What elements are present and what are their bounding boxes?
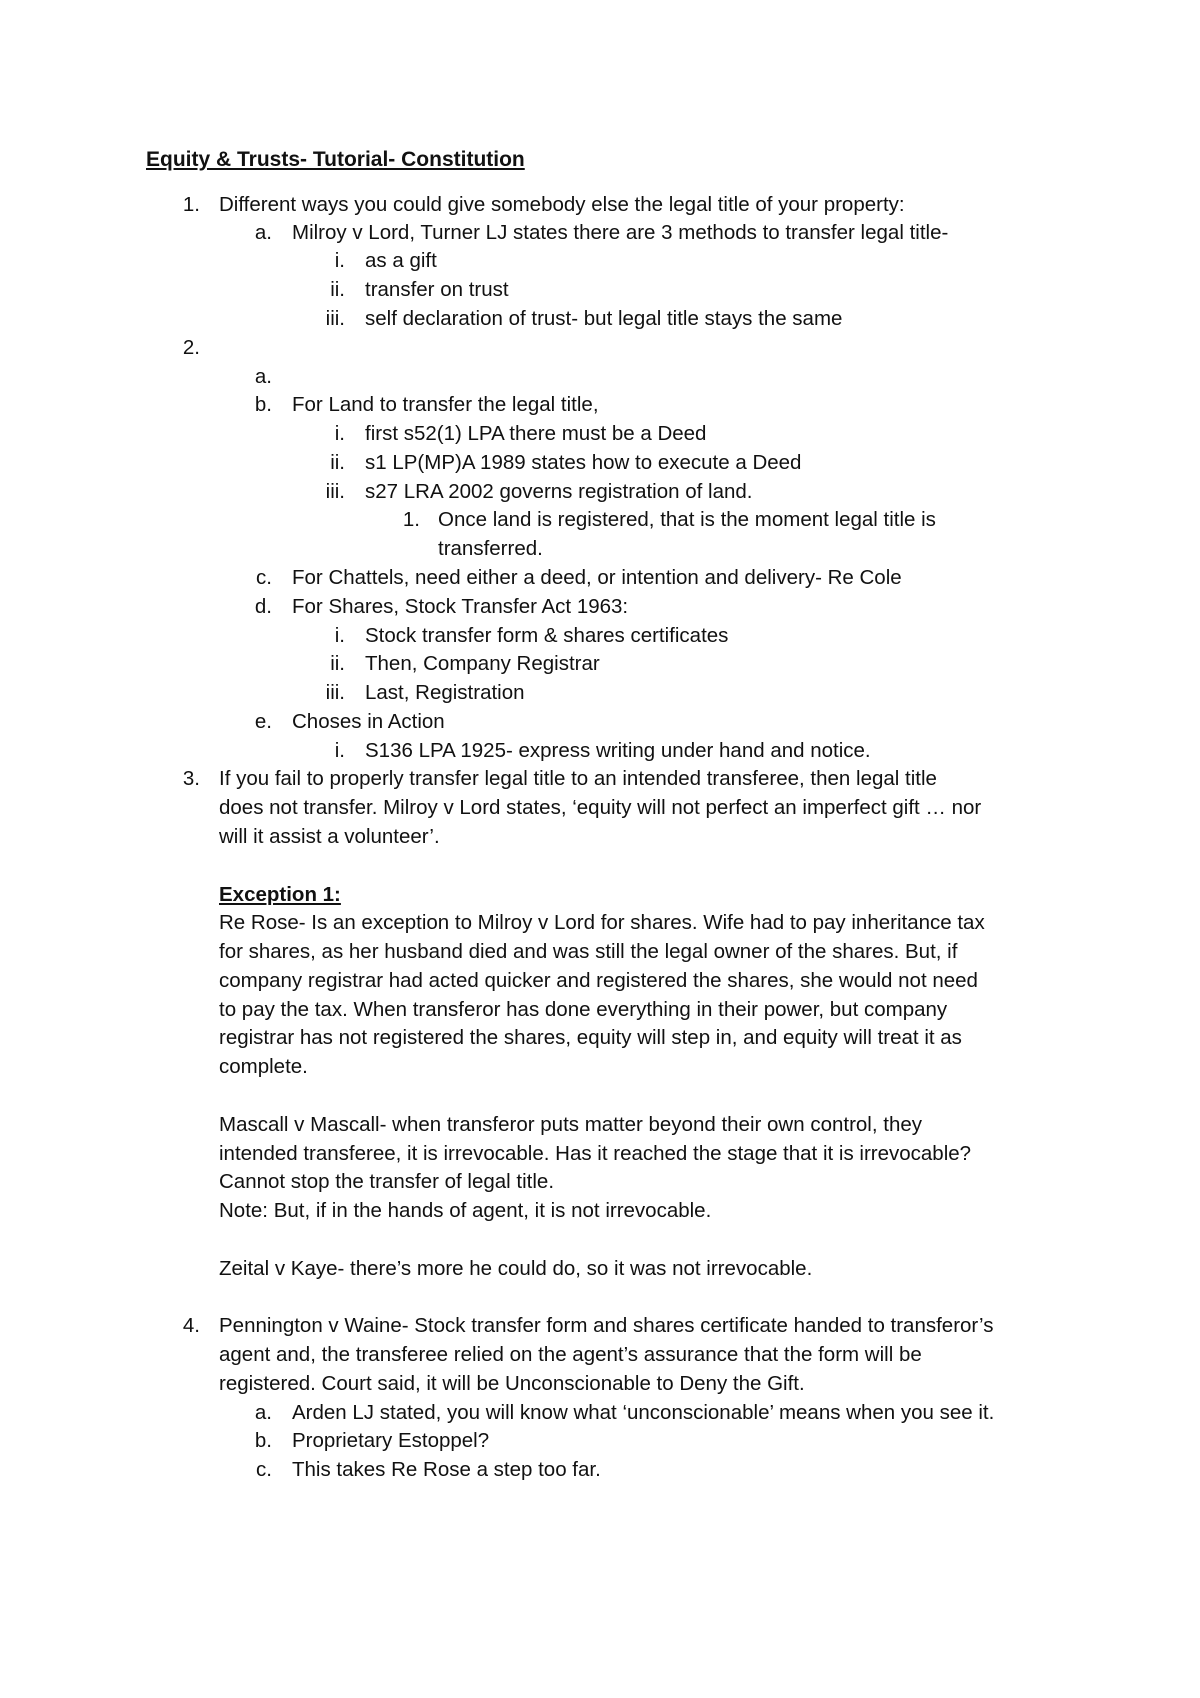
list-marker: i. xyxy=(334,249,345,272)
list-marker: b. xyxy=(254,1429,272,1452)
list-item-text: Milroy v Lord, Turner LJ states there are 3 methods to transfer legal title- xyxy=(292,221,949,244)
list-marker: a. xyxy=(254,365,272,388)
list-marker: c. xyxy=(256,566,272,589)
list-marker: 4. xyxy=(182,1314,200,1337)
list-marker: c. xyxy=(256,1458,272,1481)
list-item-text: Once land is registered, that is the moment legal title is xyxy=(438,508,936,531)
list-item-text: Last, Registration xyxy=(365,681,525,704)
list-marker: iii. xyxy=(325,480,345,503)
paragraph-line: Cannot stop the transfer of legal title. xyxy=(219,1170,555,1193)
list-marker: i. xyxy=(334,739,345,762)
list-marker: d. xyxy=(254,595,272,618)
list-item-text: S136 LPA 1925- express writing under hand and notice. xyxy=(365,739,871,762)
list-item-text: self declaration of trust- but legal title stays the same xyxy=(365,307,843,330)
paragraph-line: registrar has not registered the shares, equity will step in, and equity will treat it as xyxy=(219,1026,962,1049)
exception-heading: Exception 1: xyxy=(219,883,341,906)
list-item-text: Choses in Action xyxy=(292,710,445,733)
list-item-text: first s52(1) LPA there must be a Deed xyxy=(365,422,707,445)
paragraph-line: Re Rose- Is an exception to Milroy v Lord for shares. Wife had to pay inheritance tax xyxy=(219,911,985,934)
list-item-text: Arden LJ stated, you will know what ‘unconscionable’ means when you see it. xyxy=(292,1401,995,1424)
list-marker: a. xyxy=(254,1401,272,1424)
list-item-text: For Shares, Stock Transfer Act 1963: xyxy=(292,595,629,618)
paragraph-line: Zeital v Kaye- there’s more he could do, so it was not irrevocable. xyxy=(219,1257,813,1280)
paragraph-line: Mascall v Mascall- when transferor puts matter beyond their own control, they xyxy=(219,1113,922,1136)
list-item-text: as a gift xyxy=(365,249,437,272)
paragraph-line: complete. xyxy=(219,1055,308,1078)
list-marker: 3. xyxy=(182,767,200,790)
paragraph-line: intended transferee, it is irrevocable. Has it reached the stage that it is irrevocable? xyxy=(219,1142,972,1165)
note-line: Note: But, if in the hands of agent, it is not irrevocable. xyxy=(219,1199,712,1222)
list-marker: iii. xyxy=(325,307,345,330)
paragraph-line: will it assist a volunteer’. xyxy=(219,825,440,848)
list-item-text: Different ways you could give somebody else the legal title of your property: xyxy=(219,193,905,216)
list-item-text: For Chattels, need either a deed, or intention and delivery- Re Cole xyxy=(292,566,902,589)
paragraph-line: does not transfer. Milroy v Lord states, ‘equity will not perfect an imperfect gift … nor xyxy=(219,796,982,819)
list-marker: b. xyxy=(254,393,272,416)
list-marker: 1. xyxy=(182,193,200,216)
list-item-text: s1 LP(MP)A 1989 states how to execute a Deed xyxy=(365,451,802,474)
list-item-text: Stock transfer form & shares certificates xyxy=(365,624,729,647)
paragraph-line: for shares, as her husband died and was still the legal owner of the shares. But, if xyxy=(219,940,958,963)
list-marker: e. xyxy=(254,710,272,733)
paragraph-line: If you fail to properly transfer legal title to an intended transferee, then legal title xyxy=(219,767,937,790)
list-item-text: Then, Company Registrar xyxy=(365,652,600,675)
list-marker: 2. xyxy=(182,336,200,359)
list-marker: i. xyxy=(334,422,345,445)
list-marker: i. xyxy=(334,624,345,647)
list-item-text: transferred. xyxy=(438,537,543,560)
list-item-text: For Land to transfer the legal title, xyxy=(292,393,599,416)
page-title: Equity & Trusts- Tutorial- Constitution xyxy=(146,148,525,171)
list-marker: ii. xyxy=(330,451,345,474)
list-item-text: s27 LRA 2002 governs registration of land. xyxy=(365,480,753,503)
list-marker: 1. xyxy=(402,508,420,531)
list-item-text: transfer on trust xyxy=(365,278,509,301)
list-item-text: Proprietary Estoppel? xyxy=(292,1429,490,1452)
paragraph-line: Pennington v Waine- Stock transfer form and shares certificate handed to transferor’s xyxy=(219,1314,994,1337)
list-marker: a. xyxy=(254,221,272,244)
list-marker: ii. xyxy=(330,652,345,675)
paragraph-line: company registrar had acted quicker and registered the shares, she would not need xyxy=(219,969,978,992)
list-item-text: This takes Re Rose a step too far. xyxy=(292,1458,601,1481)
paragraph-line: to pay the tax. When transferor has done everything in their power, but company xyxy=(219,998,948,1021)
paragraph-line: agent and, the transferee relied on the agent’s assurance that the form will be xyxy=(219,1343,922,1366)
paragraph-line: registered. Court said, it will be Unconscionable to Deny the Gift. xyxy=(219,1372,805,1395)
list-marker: iii. xyxy=(325,681,345,704)
list-marker: ii. xyxy=(330,278,345,301)
